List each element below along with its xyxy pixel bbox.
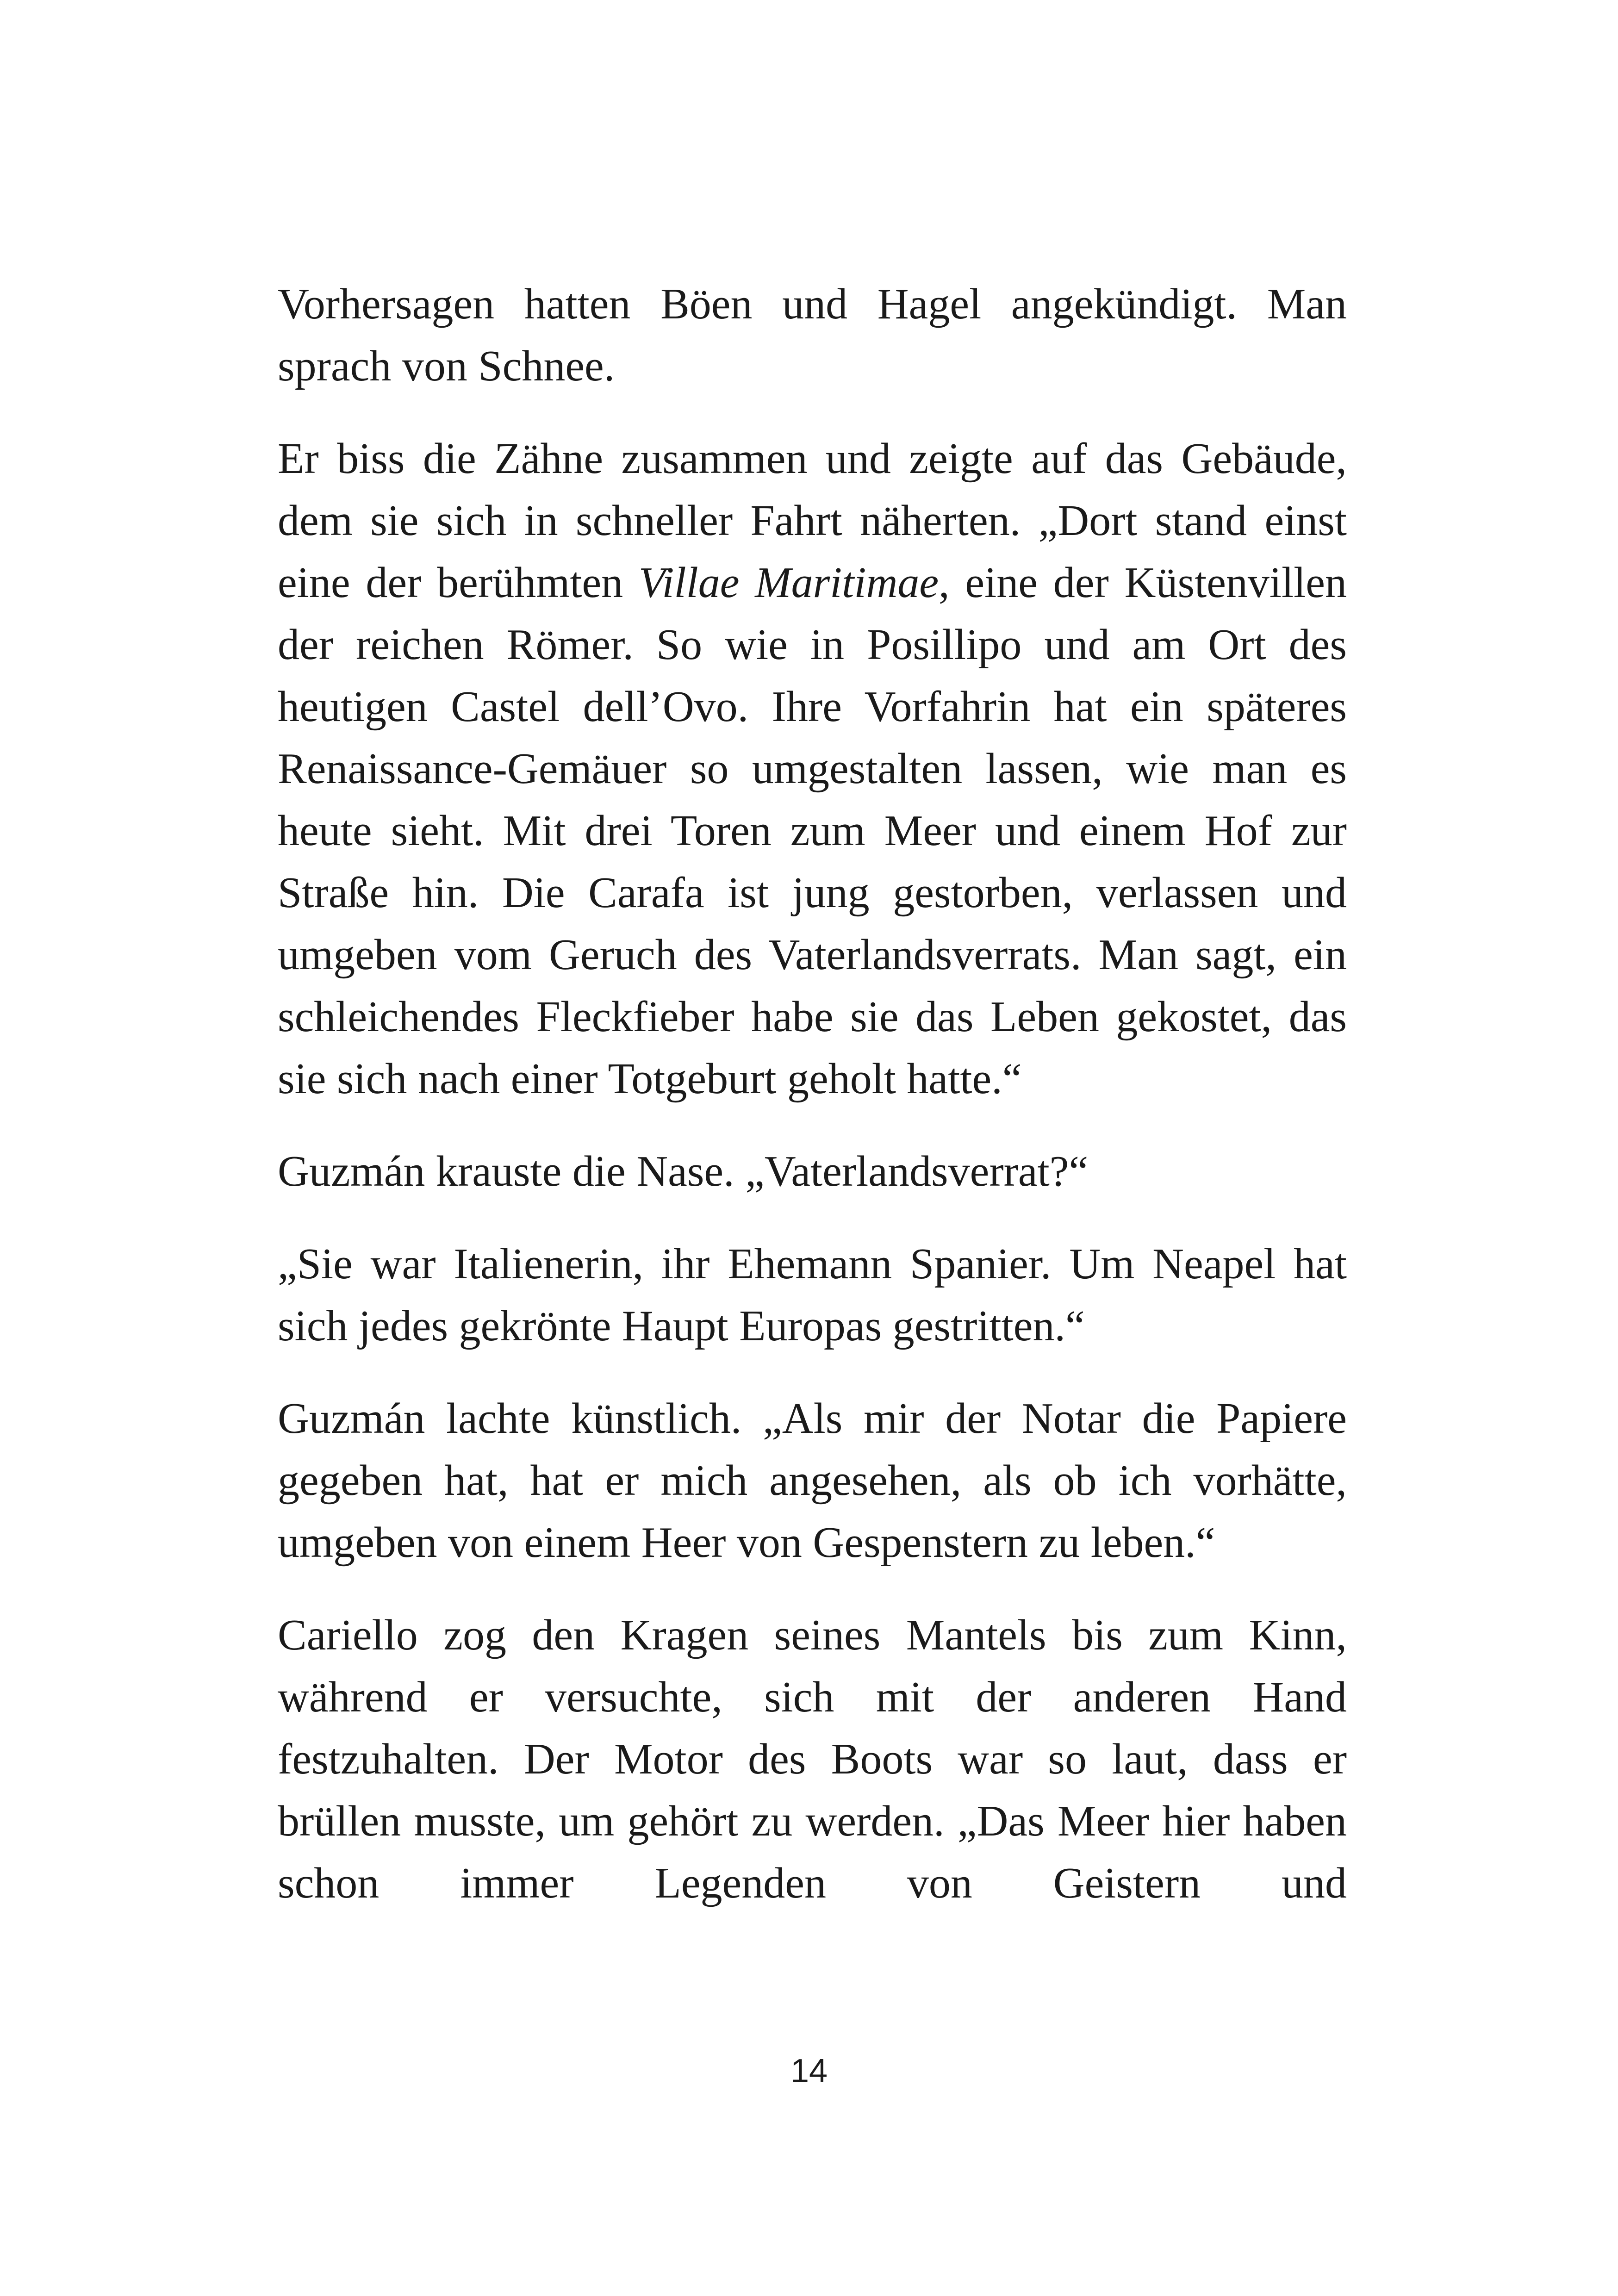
paragraph-villa — [278, 428, 1347, 1110]
paragraph-italian: „Sie war Italienerin, ihr Ehemann Spanier. Um Neapel hat sich jedes gekrönte Haupt Europas gestritten.“ — [278, 1240, 1347, 1350]
paragraph-forecast: Vorhersagen hatten Böen und Hagel angekündigt. Man sprach von Schnee. — [278, 280, 1347, 390]
page-number: 14 — [790, 2053, 828, 2090]
body-text — [278, 273, 1347, 1914]
paragraph-notary: Guzmán lachte künstlich. „Als mir der Notar die Papiere gegeben hat, hat er mich angesehen, als ob ich vorhätte, umgeben von einem Heer von Gespenstern zu leben.“ — [278, 1394, 1347, 1567]
italic-term: Villae Maritimae — [638, 559, 939, 607]
paragraph-villa-end: , eine der Küstenvillen der reichen Römer. So wie in Posillipo und am Ort des heutigen Castel dell’Ovo. Ihre Vorfahrin hat ein späteres Renaissance-Gemäuer so umgestalten lassen, wie man es heute sieht. Mit drei Toren zum Meer und einem Hof zur Straße hin. Die Carafa ist jung gestorben, verlassen und umgeben vom Geruch des Vaterlandsverrats. Man sagt, ein schleichendes Fleckfieber habe sie das Leben gekostet, das sie sich nach einer Totgeburt geholt hatte.“ — [278, 559, 1347, 1103]
paragraph-villa-start: Er biss die Zähne zusammen und zeigte auf das Gebäude, dem sie sich in schneller Fahrt näherten. „Dort stand einst eine der berühmten — [278, 435, 1347, 607]
paragraph-cariello: Cariello zog den Kragen seines Mantels bis zum Kinn, während er versuchte, sich mit der anderen Hand festzuhalten. Der Motor des Boots war so laut, dass er brüllen musste, um gehört zu werden. „Das Meer hier haben schon immer Legenden von Geistern und — [278, 1611, 1347, 1907]
paragraph-guzman-question: Guzmán krauste die Nase. „Vaterlandsverrat?“ — [278, 1147, 1089, 1195]
